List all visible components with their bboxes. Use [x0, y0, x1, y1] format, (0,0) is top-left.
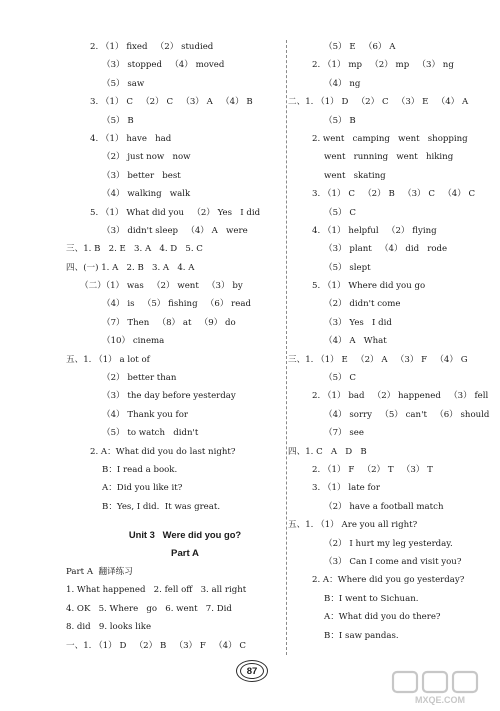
part-heading: Part A	[171, 547, 199, 559]
left-answer-line: 3. （1） C （2） C （3） A （4） B	[90, 97, 253, 108]
left-answer-line: （2） just now now	[102, 152, 191, 163]
left-answer-line: （3） better best	[102, 170, 181, 181]
left-answer-line: （4） walking walk	[102, 189, 191, 200]
left-answer-line: 三、1. B 2. E 3. A 4. D 5. C	[66, 244, 203, 255]
right-answer-line: 2. （1） bad （2） happened （3） fell	[312, 391, 489, 402]
left-answer-line: 4. （1） have had	[90, 133, 172, 144]
right-answer-line: （2） I hurt my leg yesterday.	[324, 538, 453, 549]
right-answer-line: （7） see	[324, 428, 364, 439]
left-answer-line: （二）（1） was （2） went （3） by	[80, 281, 243, 292]
right-answer-line: 二、1. （1） D （2） C （3） E （4） A	[288, 97, 469, 108]
left-answer-line: B：Yes, I did. It was great.	[102, 501, 221, 512]
right-answer-line: 四、1. C A D B	[288, 446, 367, 457]
left-answer-line: 一、1. （1） D （2） B （3） F （4） C	[66, 640, 246, 651]
page-number: 87	[246, 665, 258, 677]
right-answer-line: （2） didn't come	[324, 299, 401, 310]
left-answer-line: （3） didn't sleep （4） A were	[102, 225, 248, 236]
page-number-badge	[236, 660, 268, 682]
left-answer-line: （3） the day before yesterday	[102, 391, 236, 402]
left-answer-line: （10） cinema	[102, 336, 165, 347]
left-answer-line: 五、1. （1） a lot of	[66, 354, 150, 365]
right-answer-line: （5） slept	[324, 262, 371, 273]
right-answer-line: 2. （1） F （2） T （3） T	[312, 464, 433, 475]
right-answer-line: 五、1. （1） Are you all right?	[288, 520, 418, 531]
left-answer-line: 8. did 9. looks like	[66, 622, 152, 633]
left-answer-line: 4. OK 5. Where go 6. went 7. Did	[66, 603, 232, 614]
unit-heading: Unit 3 Were did you go?	[128, 529, 242, 541]
right-answer-line: （4） A What	[324, 336, 387, 347]
right-answer-line: 三、1. （1） E （2） A （3） F （4） G	[288, 354, 468, 365]
right-answer-line: （3） plant （4） did rode	[324, 244, 448, 255]
left-answer-line: B：I read a book.	[102, 464, 178, 475]
left-answer-line: （5） saw	[102, 78, 145, 89]
left-answer-column	[66, 38, 284, 655]
right-answer-line: A：What did you do there?	[324, 612, 441, 623]
left-answer-line: （5） to watch didn't	[102, 428, 199, 439]
right-answer-line: 2. went camping went shopping	[312, 133, 468, 144]
left-answer-line: （5） B	[102, 115, 134, 126]
right-answer-line: 2. A：Where did you go yesterday?	[312, 575, 465, 586]
right-answer-line: （5） C	[324, 207, 356, 218]
right-answer-line: B：I went to Sichuan.	[324, 593, 419, 604]
watermark-logo	[390, 669, 494, 707]
right-answer-line: （2） have a football match	[324, 501, 444, 512]
right-answer-line: （5） B	[324, 115, 356, 126]
right-answer-line: （3） Can I come and visit you?	[324, 556, 462, 567]
right-answer-line: B：I saw pandas.	[324, 630, 399, 641]
left-answer-line	[66, 516, 284, 526]
left-answer-line: 2. （1） fixed （2） studied	[90, 42, 214, 52]
right-answer-line: 5. （1） Where did you go	[312, 281, 426, 292]
right-answer-line: （4） ng	[324, 78, 361, 89]
right-answer-line: went skating	[324, 170, 386, 181]
right-answer-line: 3. （1） C （2） B （3） C （4） C	[312, 189, 476, 200]
right-answer-line: （5） E （6） A	[324, 42, 396, 52]
left-answer-line: （3） stopped （4） moved	[102, 60, 225, 71]
right-answer-column	[288, 38, 494, 645]
right-answer-line: （5） C	[324, 373, 356, 384]
right-answer-line: 3. （1） late for	[312, 483, 380, 494]
left-answer-line: （7） Then （8） at （9） do	[102, 317, 236, 328]
left-answer-line: 四、(一) 1. A 2. B 3. A 4. A	[66, 262, 195, 273]
right-answer-line: 4. （1） helpful （2） flying	[312, 225, 437, 236]
left-answer-line: （4） Thank you for	[102, 409, 189, 420]
left-answer-line: （2） better than	[102, 373, 177, 384]
right-answer-line: 2. （1） mp （2） mp （3） ng	[312, 60, 454, 71]
column-divider	[286, 40, 287, 655]
left-answer-line: 1. What happened 2. fell off 3. all right	[66, 585, 247, 596]
left-answer-line: Part A 翻译练习	[66, 566, 133, 577]
left-answer-line: A：Did you like it?	[102, 483, 183, 494]
left-answer-line: 2. A：What did you do last night?	[90, 446, 236, 457]
left-answer-line: （4） is （5） fishing （6） read	[102, 299, 251, 310]
watermark-text: MXQE.COM	[414, 695, 466, 705]
right-answer-line: （3） Yes I did	[324, 317, 392, 328]
right-answer-line: （4） sorry （5） can't （6） should	[324, 409, 490, 420]
right-answer-line: went running went hiking	[324, 152, 454, 163]
left-answer-line: 5. （1） What did you （2） Yes I did	[90, 207, 261, 218]
